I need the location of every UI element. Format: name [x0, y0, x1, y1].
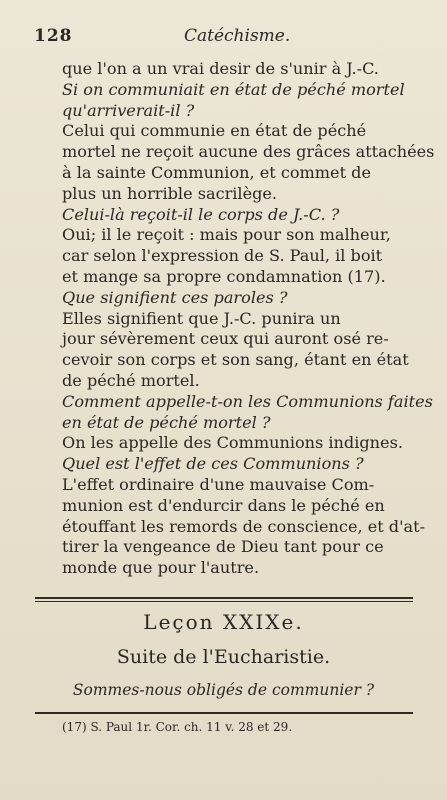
answer-line: jour sévèrement ceux qui auront osé re-	[62, 329, 389, 349]
page-number: 128	[34, 26, 73, 46]
footnote: (17) S. Paul 1r. Cor. ch. 11 v. 28 et 29.	[62, 720, 293, 734]
answer-line: Elles signifient que J.-C. punira un	[62, 308, 341, 328]
question-line: Quel est l'effet de ces Communions ?	[62, 454, 364, 474]
lesson-title: Leçon XXIXe.	[143, 610, 304, 634]
answer-line: tirer la vengeance de Dieu tant pour ce	[62, 537, 384, 557]
question-line: Que signifient ces paroles ?	[62, 287, 288, 307]
question-line: Celui-là reçoit-il le corps de J.-C. ?	[62, 204, 340, 224]
lesson-subtitle: Suite de l'Eucharistie.	[116, 646, 331, 668]
question-line: Comment appelle-t-on les Communions faites	[62, 391, 433, 411]
catechism-text	[62, 59, 435, 579]
question-line: en état de péché mortel ?	[62, 412, 271, 432]
page-header	[34, 26, 414, 50]
answer-line: à la sainte Communion, et commet de	[62, 162, 371, 182]
answer-line: que l'on a un vrai desir de s'unir à J.-C.	[62, 59, 379, 78]
section-divider	[35, 597, 413, 599]
question-line: qu'arriverait-il ?	[62, 100, 195, 120]
answer-line: mortel ne reçoit aucune des grâces attachées	[62, 142, 435, 162]
question-line: Si on communiait en état de péché mortel	[62, 79, 405, 99]
answer-line: car selon l'expression de S. Paul, il boit	[62, 246, 383, 266]
answer-line: cevoir son corps et son sang, étant en état	[62, 350, 409, 370]
answer-line: Celui qui communie en état de péché	[62, 121, 367, 141]
section-divider-thin	[35, 601, 413, 602]
lesson-question: Sommes-nous obligés de communier ?	[72, 681, 375, 699]
answer-line: On les appelle des Communions indignes.	[62, 433, 403, 453]
answer-line: plus un horrible sacrilège.	[62, 183, 278, 203]
footnote-divider	[35, 712, 413, 714]
answer-line: L'effet ordinaire d'une mauvaise Com-	[62, 474, 375, 494]
running-title: Catéchisme.	[184, 26, 291, 46]
answer-line: de péché mortel.	[62, 370, 200, 390]
answer-line: monde que pour l'autre.	[62, 558, 260, 578]
answer-line: munion est d'endurcir dans le péché en	[62, 495, 385, 515]
answer-line: étouffant les remords de conscience, et d'at-	[62, 516, 426, 536]
answer-line: Oui; il le reçoit : mais pour son malheur,	[62, 225, 391, 245]
answer-line: et mange sa propre condamnation (17).	[62, 266, 386, 286]
